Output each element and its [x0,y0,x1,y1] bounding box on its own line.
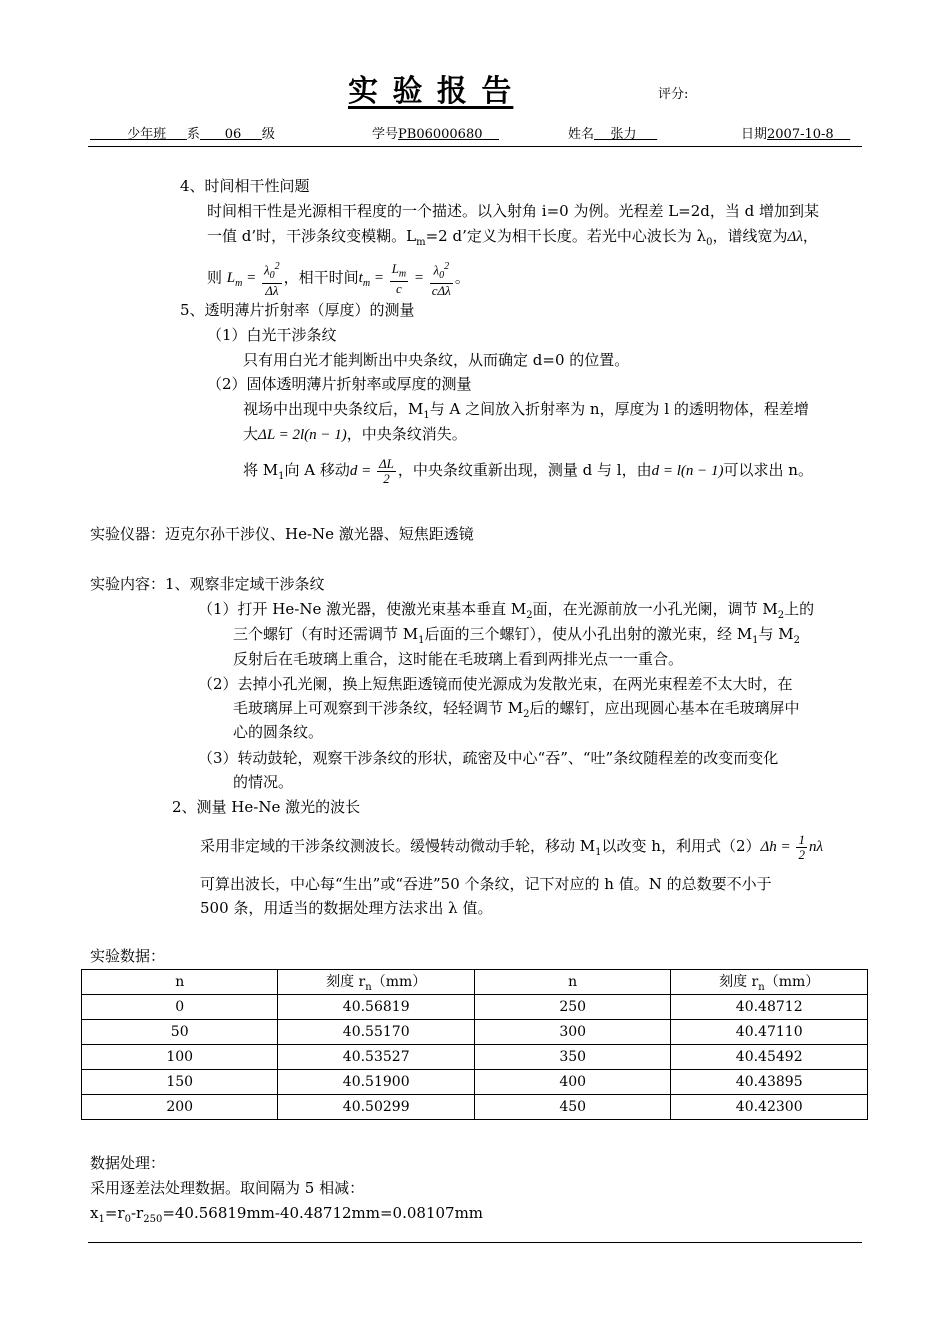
text: 采用非定域的干涉条纹测波长。缓慢转动微动手轮，移动 M [200,837,596,855]
text: （mm） [764,974,820,991]
table-row [82,1095,868,1120]
instruments: 实验仪器：迈克尔孙干涉仪、He-Ne 激光器、短焦距透镜 [90,525,474,543]
cell: 40.50299 [278,1095,475,1120]
text: ，中央条纹重新出现，测量 d 与 l，由 [397,461,652,479]
content-1-1-line-3: 反射后在毛玻璃上重合，这时能在毛玻璃上看到两排光点一一重合。 [233,650,684,668]
cell: 350 [474,1045,670,1070]
id-label: 学号 [372,127,399,142]
content-2-title: 2、测量 He-Ne 激光的波长 [172,798,361,816]
cell: 40.53527 [278,1045,475,1070]
cell: 0 [82,995,278,1020]
text: 1、观察非定域干涉条纹 [165,575,325,593]
text: 实验内容： [90,575,166,593]
cell: 100 [82,1045,278,1070]
path-difference-formula: ΔL = 2l(n − 1) [258,427,347,443]
header-date [741,123,850,142]
text: =2 d’定义为相干长度。若光中心波长为 λ [425,227,707,245]
text: ，相干时间 [283,268,359,287]
section-4-title: 4、时间相干性问题 [180,177,310,195]
delta-h-formula: Δh = $\frac{1}{2}$ nλ [760,832,823,863]
cell: 400 [474,1070,670,1095]
text: 与 M [758,625,794,643]
text: 后的螺钉，应出现圆心基本在毛玻璃屏中 [529,699,800,717]
move-distance-formula: d = $\frac{\Delta L}{2}$ [349,456,394,487]
table-row [82,1020,868,1045]
date-label: 日期 [741,127,768,142]
section-5-2-line-3: 将 $M_1$向 A 移动d = $\frac{\Delta L}{2}$ ，中央条纹重新出现，测量 d 与 l，由d = l(n − 1)可以求出 n。 [243,456,813,487]
report-title: 实 验 报 告 [348,74,514,109]
col-n-2: n [474,970,670,995]
text: -r [130,1204,144,1222]
cell: 40.42300 [671,1095,868,1120]
student-id: PB06000680 [398,127,483,142]
cell: 40.43895 [671,1070,868,1095]
text: 向 A 移动 [284,461,350,479]
text: 刻度 r [326,974,366,991]
class-name: 少年班 [127,127,167,142]
header-rule [88,146,862,147]
content-2-line-3: 500 条，用适当的数据处理方法求出 λ 值。 [200,899,493,917]
processing-x1: $x_1=r_0-r_{250}=40.56819mm-40.48712mm=0.08107mm$ [90,1204,484,1225]
cell: 40.56819 [278,995,475,1020]
coherence-length-formula: $L_m$ = $\frac{\lambda_0^2}{\Delta\lambda}$ [226,261,280,298]
content-heading [90,574,325,594]
content-1-3-line-2: 的情况。 [233,773,294,791]
grade-label: 级 [261,127,275,142]
text: 则 [207,268,223,287]
text: 毛玻璃屏上可观察到干涉条纹，轻轻调节 M [233,699,524,717]
text: 三个螺钉（有时还需调节 M [233,625,419,643]
text: （mm） [371,974,427,991]
text: 面，在光源前放一小孔光阑，调节 M [532,600,778,618]
cell: 150 [82,1070,278,1095]
cell: 40.45492 [671,1045,868,1070]
cell: 50 [82,1020,278,1045]
col-n-1: n [82,970,278,995]
table-row [82,995,868,1020]
header-class [90,123,275,142]
data-label: 实验数据： [90,947,166,965]
dept-label: 系 [186,127,200,142]
text: 后面的三个螺钉），使从小孔出射的激光束，经 M [424,625,753,643]
section-5-2-title: （2）固体透明薄片折射率或厚度的测量 [207,375,472,393]
coherence-time-formula: $t_m$ = $\frac{L_m}{c}$ = $\frac{\lambda_0^2}{\text{cΔλ}}$ [358,260,451,298]
section-4-para-2: 一值 d’时，干涉条纹变模糊。$L_m=2$ d’定义为相干长度。若光中心波长为 $\lambda_0$，谱线宽为Δλ， [207,227,818,248]
text: 上的 [784,600,815,618]
cell: 300 [474,1020,670,1045]
header-student-id [372,123,499,142]
col-scale-1 [278,970,475,995]
text: 大 [243,425,259,443]
cell: 250 [474,995,670,1020]
text: 。 [454,268,470,287]
text: ，中央条纹消失。 [346,425,467,443]
cell: 200 [82,1095,278,1120]
cell: 40.51900 [278,1070,475,1095]
processing-label: 数据处理： [90,1154,166,1172]
content-1-1-line-2: 三个螺钉（有时还需调节 $M_1$后面的三个螺钉），使从小孔出射的激光束，经 $M_1$与 $M_2$ [233,625,801,646]
footer-rule [88,1242,862,1243]
text: 以改变 h，利用式（2） [601,837,761,855]
text: n [758,981,765,993]
content-2-line-1: 采用非定域的干涉条纹测波长。缓慢转动微动手轮，移动 $M_1$以改变 h，利用式（2）Δh = $\frac{1}{2}$ nλ [200,832,823,863]
content-2-line-2: 可算出波长，中心每“生出”或“吞进”50 个条纹，记下对应的 h 值。N 的总数要不小于 [200,875,772,893]
text: ，谱线宽为 [712,227,788,245]
text: （1）打开 He-Ne 激光器，使激光束基本垂直 M [198,600,527,618]
table-row [82,1070,868,1095]
text: 视场中出现中央条纹后，M [243,400,424,418]
text: 一值 d’时，干涉条纹变模糊。L [207,227,417,245]
section-5-1-title: （1）白光干涉条纹 [207,326,337,344]
col-scale-2 [671,970,868,995]
name-label: 姓名 [568,127,595,142]
content-1-2-line-2: 毛玻璃屏上可观察到干涉条纹，轻轻调节 $M_2$后的螺钉，应出现圆心基本在毛玻璃屏中 [233,699,800,720]
text: =r [104,1204,125,1222]
processing-method: 采用逐差法处理数据。取间隔为 5 相减： [90,1179,365,1197]
header-name [568,123,657,142]
section-5-2-line-2 [243,424,467,445]
text: 与 A 之间放入折射率为 n，厚度为 l 的透明物体，程差增 [429,400,809,418]
score-label: 评分: [658,87,689,102]
text: n [365,981,372,993]
content-1-2-line-1: （2）去掉小孔光阑，换上短焦距透镜而使光源成为发散光束，在两光束程差不太大时，在 [198,675,793,693]
text: x [90,1204,99,1222]
cell: 40.55170 [278,1020,475,1045]
report-date: 2007-10-8 [767,127,834,142]
section-5-1-body: 只有用白光才能判断出中央条纹，从而确定 d=0 的位置。 [243,351,630,369]
text: 将 M [243,461,279,479]
section-4-para-1: 时间相干性是光源相干程度的一个描述。以入射角 i=0 为例。光程差 L=2d，当 d 增加到某 [207,202,820,220]
text: 可以求出 n。 [723,461,813,479]
text: 刻度 r [719,974,759,991]
table-row [82,1045,868,1070]
content-1-2-line-3: 心的圆条纹。 [233,723,324,741]
student-name: 张力 [610,127,637,142]
thickness-formula: d = l(n − 1) [651,463,724,479]
cell: 450 [474,1095,670,1120]
text: =40.56819mm-40.48712mm=0.08107mm [162,1204,484,1222]
section-4-formula-line [207,260,470,299]
cell: 40.47110 [671,1020,868,1045]
table-header-row [82,970,868,995]
cell: 40.48712 [671,995,868,1020]
content-1-1-line-1: （1）打开 He-Ne 激光器，使激光束基本垂直 $M_2$面，在光源前放一小孔光阑，调节 $M_2$上的 [198,600,815,621]
section-5-title: 5、透明薄片折射率（厚度）的测量 [180,301,415,319]
data-table [81,969,868,1120]
grade-value: 06 [224,127,242,142]
section-5-2-line-1: 视场中出现中央条纹后，$M_1$与 A 之间放入折射率为 n，厚度为 l 的透明物体，程差增 [243,400,809,421]
delta-lambda-formula: Δλ [787,229,803,245]
content-1-3-line-1: （3）转动鼓轮，观察干涉条纹的形状，疏密及中心“吞”、“吐”条纹随程差的改变而变化 [198,749,779,767]
